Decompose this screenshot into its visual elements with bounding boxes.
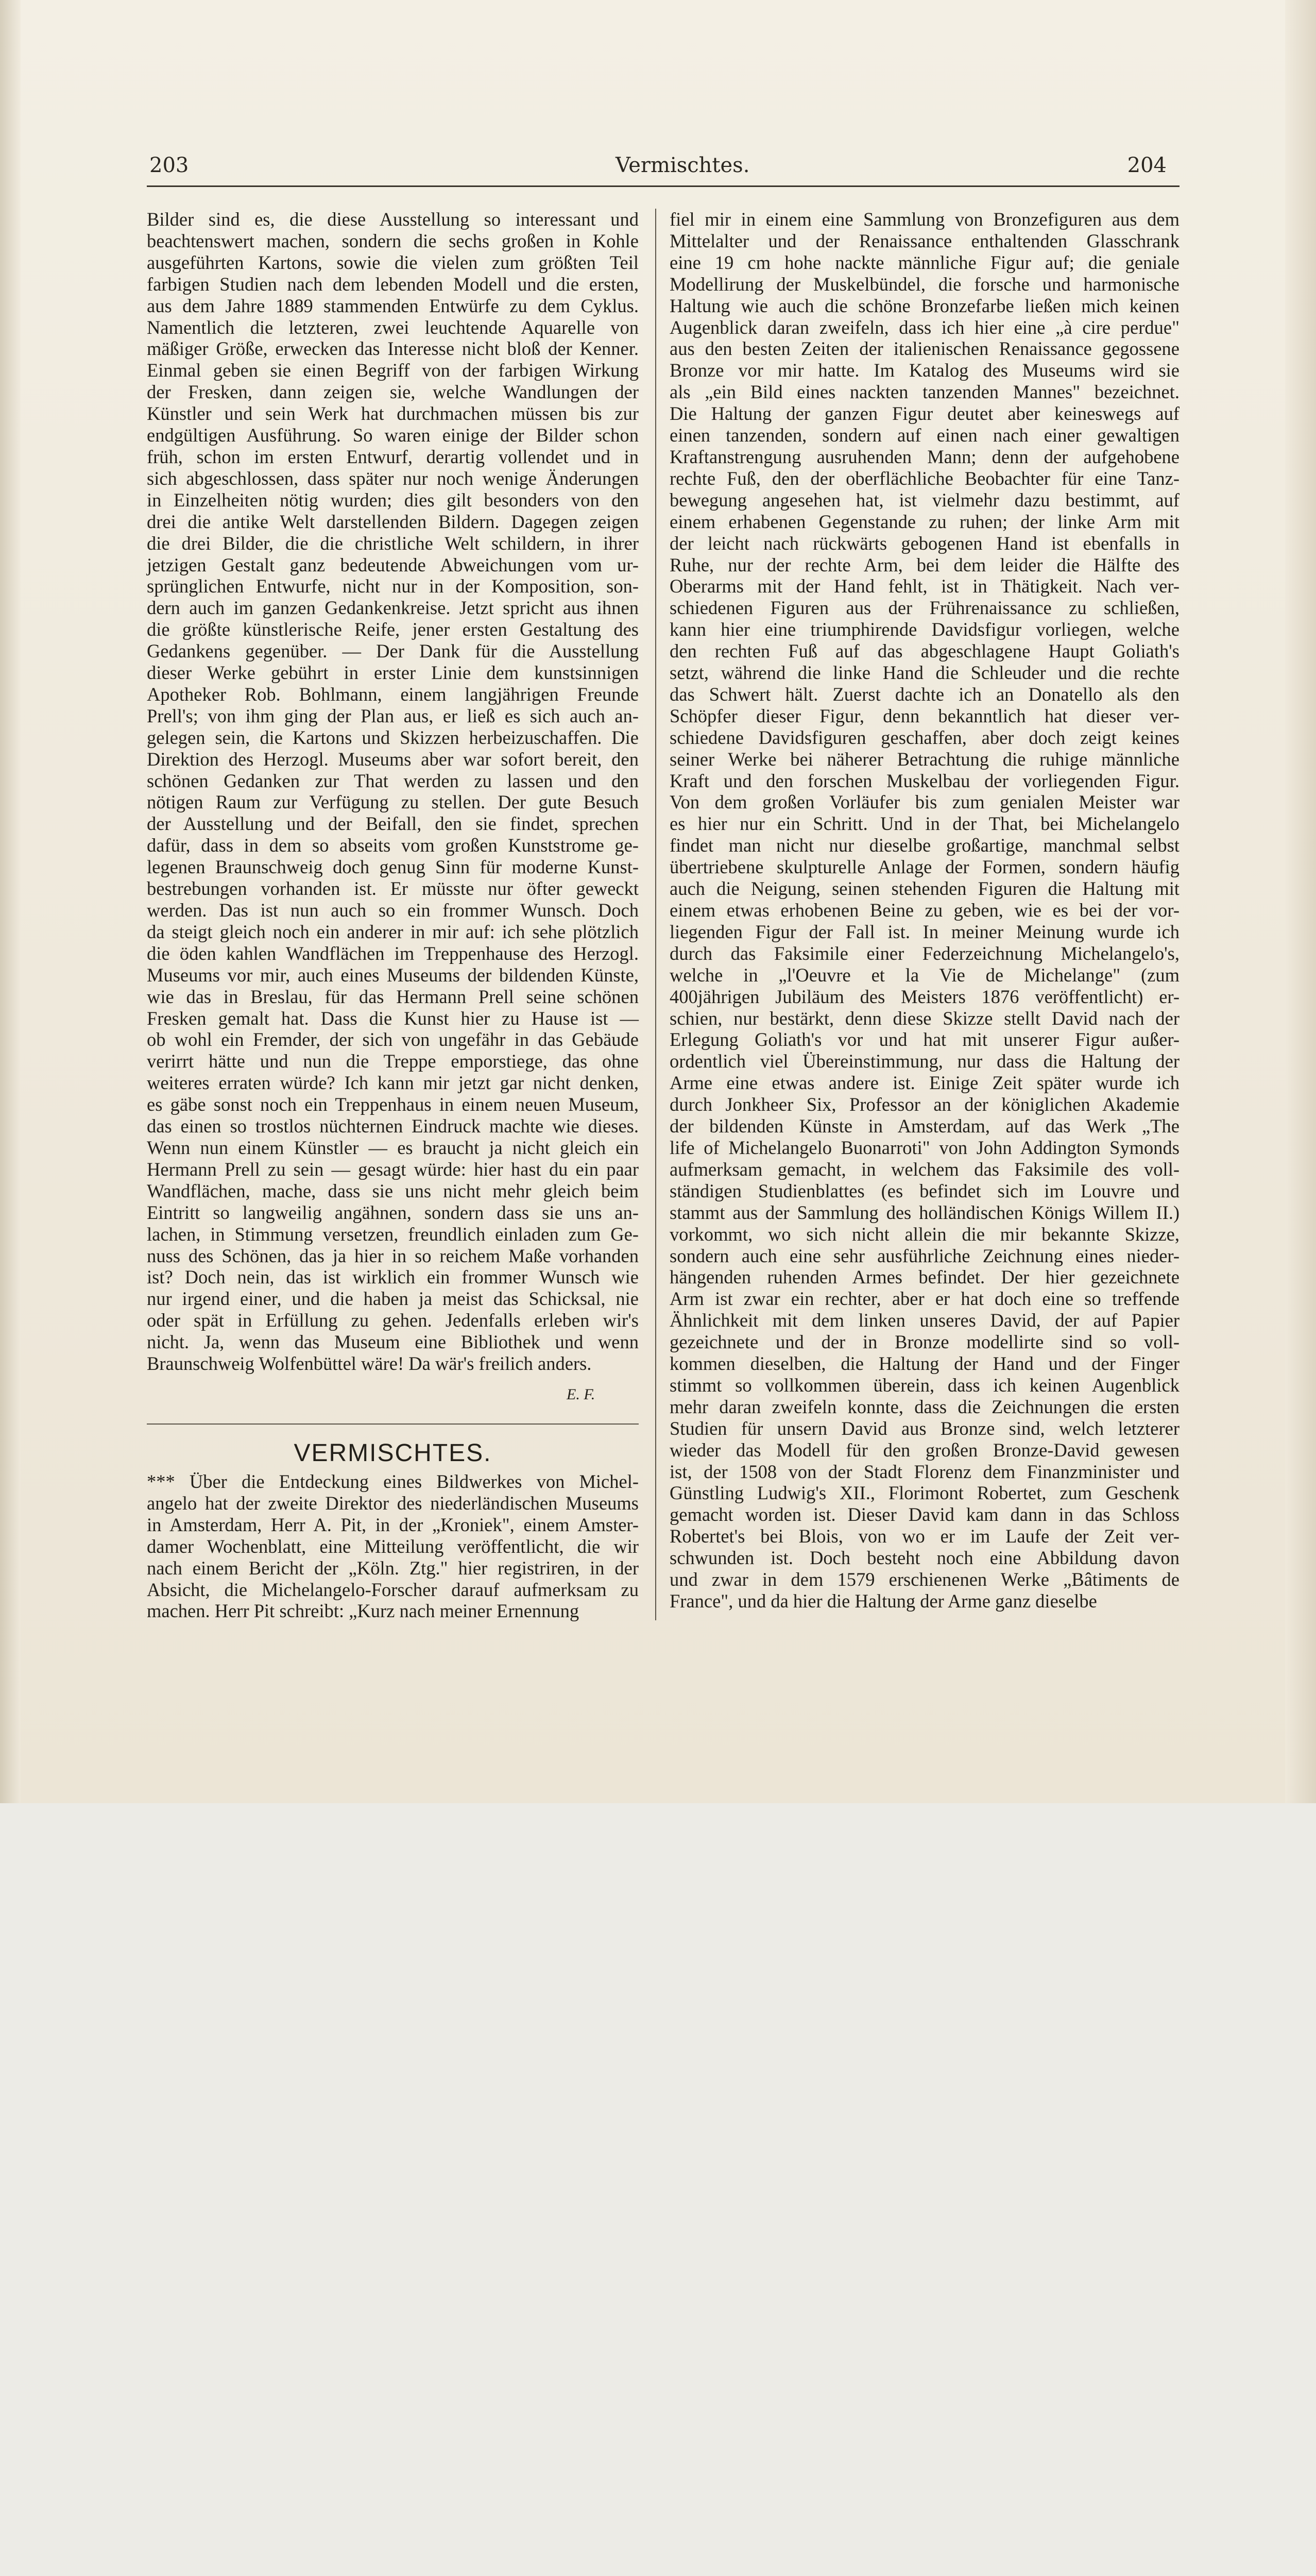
text-line: findet man nicht nur dieselbe großartige, manchmal selbst — [670, 835, 1180, 856]
text-line: werden. Das ist nun auch so ein frommer Wunsch. Doch — [147, 900, 639, 921]
text-line: sprünglichen Entwurfe, nicht nur in der Komposition, son- — [147, 575, 639, 597]
text-line: eine 19 cm hohe nackte männliche Figur auf; die geniale — [670, 251, 1180, 273]
text-line: Mittelalter und der Renaissance enthaltenden Glasschrank — [670, 230, 1180, 251]
text-line: die öden kahlen Wandflächen im Treppenhause des Herzogl. — [147, 942, 639, 964]
text-line: dafür, dass in dem so abseits vom großen Kunststrome ge- — [147, 835, 639, 856]
text-line: das Schwert hält. Zuerst dachte ich an Donatello als den — [670, 683, 1180, 705]
text-line: Künstler und sein Werk hat durchmachen müssen bis zur — [147, 403, 639, 425]
text-line: Prell's; von ihm ging der Plan aus, er ließ es sich auch an- — [147, 705, 639, 726]
text-line: es hier nur ein Schritt. Und in der That, bei Michelangelo — [670, 813, 1180, 835]
text-line: dern auch im ganzen Gedankenkreise. Jetzt spricht aus ihnen — [147, 597, 639, 619]
text-line: Eintritt so langweilig angähnen, sondern dass sie uns an- — [147, 1201, 639, 1223]
text-line: ständigen Studienblattes (es befindet sich im Louvre und — [670, 1180, 1180, 1201]
text-line: dieser Werke gebührt in erster Linie dem kunstsinnigen — [147, 662, 639, 684]
section-heading: VERMISCHTES. — [294, 1439, 492, 1467]
text-line: *** Über die Entdeckung eines Bildwerkes von Michel- — [147, 1471, 639, 1492]
text-line: aufmerksam gemacht, in welchem das Faksimile des voll- — [670, 1158, 1180, 1180]
text-line: machen. Herr Pit schreibt: „Kurz nach meiner Ernennung — [147, 1600, 579, 1622]
text-line: einem etwas erhobenen Beine zu geben, wie es bei der vor- — [670, 900, 1180, 921]
text-line: in Amsterdam, Herr A. Pit, in der „Kroniek", einem Amster- — [147, 1514, 639, 1535]
text-line: Kraft und den forschen Muskelbau der vorliegenden Figur. — [670, 770, 1180, 791]
text-line: farbigen Studien nach dem lebenden Modell und die ersten, — [147, 273, 639, 295]
text-line: Einmal geben sie einen Begriff von der farbigen Wirkung — [147, 360, 639, 381]
text-line: ist? Doch nein, das ist wirklich ein frommer Wunsch wie — [147, 1266, 639, 1288]
text-line: schwunden ist. Doch besteht noch eine Abbildung davon — [670, 1547, 1180, 1569]
text-line: Die Haltung der ganzen Figur deutet aber keineswegs auf — [670, 403, 1180, 425]
text-line: einem erhabenen Gegenstande zu ruhen; der linke Arm mit — [670, 511, 1180, 532]
left-column-text — [147, 209, 639, 1375]
text-line: kann hier eine triumphirende Davidsfigur vorliegen, welche — [670, 619, 1180, 640]
text-line: schien, nur bestärkt, denn diese Skizze stellt David nach der — [670, 1007, 1180, 1029]
text-line: life of Michelangelo Buonarroti" von John Addington Symonds — [670, 1137, 1180, 1158]
text-line: drei die antike Welt darstellenden Bildern. Dagegen zeigen — [147, 511, 639, 532]
text-line: verirrt hätte und nun die Treppe emporstiege, das ohne — [147, 1050, 639, 1072]
text-line: damer Wochenblatt, eine Mitteilung veröffentlicht, die wir — [147, 1535, 639, 1557]
text-line: nuss des Schönen, das ja hier in so reichem Maße vorhanden — [147, 1245, 639, 1266]
text-line: beachtenswert machen, sondern die sechs großen in Kohle — [147, 230, 639, 251]
text-line: Oberarms mit der Hand fehlt, ist in Thätigkeit. Nach ver- — [670, 575, 1180, 597]
text-line: vorkommt, wo sich nicht allein die mir bekannte Skizze, — [670, 1223, 1180, 1245]
text-line: endgültigen Ausführung. So waren einige der Bilder schon — [147, 425, 639, 446]
text-line: Arme eine etwas andere ist. Einige Zeit später wurde ich — [670, 1072, 1180, 1094]
text-line: Namentlich die letzteren, zwei leuchtende Aquarelle von — [147, 316, 639, 338]
text-line: Fresken gemalt hat. Dass die Kunst hier zu Hause ist — — [147, 1007, 639, 1029]
text-line: der leicht nach rückwärts gebogenen Hand ist ebenfalls in — [670, 532, 1180, 554]
text-line: stammt aus der Sammlung des holländischen Königs Willem II.) — [670, 1201, 1180, 1223]
text-line: ausgeführten Kartons, sowie die vielen zum größten Teil — [147, 251, 639, 273]
text-line: jetzigen Gestalt ganz bedeutende Abweichungen vom ur- — [147, 554, 639, 575]
text-line: nur irgend einer, und die haben ja meist das Schicksal, nie — [147, 1288, 639, 1310]
text-line: Direktion des Herzogl. Museums aber war sofort bereit, den — [147, 748, 639, 770]
text-line: Apotheker Rob. Bohlmann, einem langjährigen Freunde — [147, 683, 639, 705]
left-column-text-2 — [147, 1471, 639, 1622]
text-line: Robertet's bei Blois, von wo er im Laufe der Zeit ver- — [670, 1526, 1180, 1547]
running-title: Vermischtes. — [616, 154, 750, 177]
text-line: lachen, in Stimmung versetzen, freundlich einladen zum Ge- — [147, 1223, 639, 1245]
text-line: Arm ist zwar ein rechter, aber er hat doch eine so treffende — [670, 1288, 1180, 1310]
text-line: schiedenen Figuren aus der Frührenaissance zu schließen, — [670, 597, 1180, 619]
text-line: rechte Fuß, den der oberflächliche Beobachter für eine Tanz- — [670, 467, 1180, 489]
text-line: Wandflächen, mache, dass sie uns nicht mehr gleich beim — [147, 1180, 639, 1201]
text-line: fiel mir in einem eine Sammlung von Bronzefiguren aus dem — [670, 209, 1180, 230]
text-line: die drei Bilder, die die christliche Welt schildern, in ihrer — [147, 532, 639, 554]
text-line: mäßiger Größe, erwecken das Interesse nicht bloß der Kenner. — [147, 338, 639, 360]
text-line: France", und da hier die Haltung der Arme ganz dieselbe — [670, 1590, 1097, 1612]
text-line: der Ausstellung und der Beifall, den sie findet, sprechen — [147, 813, 639, 835]
text-line: wie das in Breslau, für das Hermann Prell seine schönen — [147, 986, 639, 1007]
text-line: der bildenden Künste in Amsterdam, auf das Werk „The — [670, 1115, 1180, 1137]
text-line: sich abgeschlossen, dass später nur noch wenige Änderungen — [147, 467, 639, 489]
text-line: Museums vor mir, auch eines Museums der bildenden Künste, — [147, 964, 639, 986]
text-line: Kraftanstrengung ausruhenden Mann; denn der aufgehobene — [670, 446, 1180, 467]
text-line: als „ein Bild eines nackten tanzenden Mannes" bezeichnet. — [670, 381, 1180, 403]
text-line: sondern auch eine sehr ausführliche Zeichnung eines nieder- — [670, 1245, 1180, 1266]
text-line: der Fresken, dann zeigen sie, welche Wandlungen der — [147, 381, 639, 403]
text-line: früh, schon im ersten Entwurf, derartig vollendet und in — [147, 446, 639, 467]
page-number-right: 204 — [1127, 154, 1167, 177]
text-line: gelegen sein, die Kartons und Skizzen herbeizuschaffen. Die — [147, 726, 639, 748]
text-line: Augenblick daran zweifeln, dass ich hier eine „à cire perdue" — [670, 316, 1180, 338]
text-line: aus dem Jahre 1889 stammenden Entwürfe zu dem Cyklus. — [147, 295, 639, 316]
text-line: seiner Werke bei näherer Betrachtung die ruhige männliche — [670, 748, 1180, 770]
text-line: liegenden Figur der Fall ist. In meiner Meinung wurde ich — [670, 921, 1180, 942]
text-line: bestrebungen vorhanden ist. Er müsste nur öfter geweckt — [147, 878, 639, 900]
text-line: Schöpfer dieser Figur, denn bekanntlich hat dieser ver- — [670, 705, 1180, 726]
text-line: nötigen Raum zur Verfügung zu stellen. Der gute Besuch — [147, 791, 639, 813]
text-line: Absicht, die Michelangelo-Forscher darauf aufmerksam zu — [147, 1579, 639, 1600]
text-line: die größte künstlerische Reife, jener ersten Gestaltung des — [147, 619, 639, 640]
text-line: es gäbe sonst noch ein Treppenhaus in einem neuen Museum, — [147, 1094, 639, 1115]
text-line: ist, der 1508 von der Stadt Florenz dem Finanzminister und — [670, 1461, 1180, 1482]
text-line: nach einem Bericht der „Köln. Ztg." hier registriren, in der — [147, 1557, 639, 1579]
author-signature: E. F. — [567, 1386, 595, 1403]
text-line: oder spät in Erfüllung zu gehen. Jedenfalls erleben wir's — [147, 1310, 639, 1331]
text-line: legenen Braunschweig doch genug Sinn für moderne Kunst- — [147, 856, 639, 878]
right-column-text — [670, 209, 1180, 1612]
text-line: Günstling Ludwig's XII., Florimont Robertet, zum Geschenk — [670, 1482, 1180, 1504]
text-line: ob wohl ein Fremder, der sich von ungefähr in das Gebäude — [147, 1029, 639, 1050]
text-line: Braunschweig Wolfenbüttel wäre! Da wär's freilich anders. — [147, 1353, 592, 1375]
text-line: schiedene Davidsfiguren geschaffen, aber doch zeigt keines — [670, 726, 1180, 748]
text-line: angelo hat der zweite Direktor des niederländischen Museums — [147, 1492, 639, 1514]
text-line: weiteres erraten würde? Ich kann mir jetzt gar nicht denken, — [147, 1072, 639, 1094]
text-line: in Einzelheiten nötig wurden; dies gilt besonders von den — [147, 489, 639, 511]
header-rule — [147, 185, 1180, 187]
text-line: Von dem großen Vorläufer bis zum genialen Meister war — [670, 791, 1180, 813]
text-line: Erlegung Goliath's vor und hat mit unserer Figur außer- — [670, 1029, 1180, 1050]
text-line: kommen dieselben, die Haltung der Hand und der Finger — [670, 1353, 1180, 1375]
text-line: ordentlich viel Übereinstimmung, nur dass die Haltung der — [670, 1050, 1180, 1072]
text-line: durch das Faksimile einer Federzeichnung Michelangelo's, — [670, 942, 1180, 964]
text-line: den rechten Fuß auf das abgeschlagene Haupt Goliath's — [670, 640, 1180, 662]
text-line: Modellirung der Muskelbündel, die forsche und harmonische — [670, 273, 1180, 295]
text-line: aus den besten Zeiten der italienischen Renaissance gegossene — [670, 338, 1180, 360]
text-line: welche in „l'Oeuvre et la Vie de Michelange" (zum — [670, 964, 1180, 986]
text-line: Hermann Prell zu sein — gesagt würde: hier hast du ein paar — [147, 1158, 639, 1180]
text-line: bewegung angesehen hat, ist vielmehr dazu bestimmt, auf — [670, 489, 1180, 511]
section-rule — [147, 1423, 639, 1425]
text-line: da steigt gleich noch ein anderer in mir auf: ich sehe plötzlich — [147, 921, 639, 942]
text-line: setzt, während die linke Hand die Schleuder und die rechte — [670, 662, 1180, 684]
text-line: Haltung wie auch die schöne Bronzefarbe ließen mich keinen — [670, 295, 1180, 316]
text-line: Ruhe, nur der rechte Arm, bei dem leider die Hälfte des — [670, 554, 1180, 575]
text-line: schönen Gedanken zur That werden zu lassen und den — [147, 770, 639, 791]
page-number-left: 203 — [149, 154, 189, 177]
text-line: Bilder sind es, die diese Ausstellung so interessant und — [147, 209, 639, 230]
text-line: nicht. Ja, wenn das Museum eine Bibliothek und wenn — [147, 1331, 639, 1353]
text-line: Bronze vor mir hatte. Im Katalog des Museums wird sie — [670, 360, 1180, 381]
text-line: gezeichnete und der in Bronze modellirte sind so voll- — [670, 1331, 1180, 1353]
text-line: das einen so trostlos nüchternen Eindruck machte wie dieses. — [147, 1115, 639, 1137]
text-line: übertriebene skulpturelle Anlage der Formen, sondern häufig — [670, 856, 1180, 878]
text-line: 400jährigen Jubiläum des Meisters 1876 veröffentlicht) er- — [670, 986, 1180, 1007]
column-divider — [655, 209, 656, 1620]
text-line: und zwar in dem 1579 erschienenen Werke „Bâtiments de — [670, 1569, 1180, 1590]
text-line: gemacht worden ist. Dieser David kam dann in das Schloss — [670, 1504, 1180, 1526]
footer-bar — [0, 1803, 1316, 1906]
text-line: einen tanzenden, sondern auf einen nach einer gewaltigen — [670, 425, 1180, 446]
text-line: Ähnlichkeit mit dem linken unseres David, der auf Papier — [670, 1310, 1180, 1331]
text-line: Wenn nun einem Künstler — es braucht ja nicht gleich ein — [147, 1137, 639, 1158]
text-line: durch Jonkheer Six, Professor an der königlichen Akademie — [670, 1094, 1180, 1115]
text-line: wieder das Modell für den großen Bronze-David gewesen — [670, 1439, 1180, 1461]
text-line: auch die Neigung, seinen stehenden Figuren die Haltung mit — [670, 878, 1180, 900]
text-line: stimmt so vollkommen überein, dass ich keinen Augenblick — [670, 1374, 1180, 1396]
text-line: mehr daran zweifeln konnte, dass die Zeichnungen die ersten — [670, 1396, 1180, 1417]
text-line: Studien für unsern David aus Bronze sind, welch letzterer — [670, 1417, 1180, 1439]
text-line: Gedankens gegenüber. — Der Dank für die Ausstellung — [147, 640, 639, 662]
text-line: hängenden ruhenden Armes befindet. Der hier gezeichnete — [670, 1266, 1180, 1288]
